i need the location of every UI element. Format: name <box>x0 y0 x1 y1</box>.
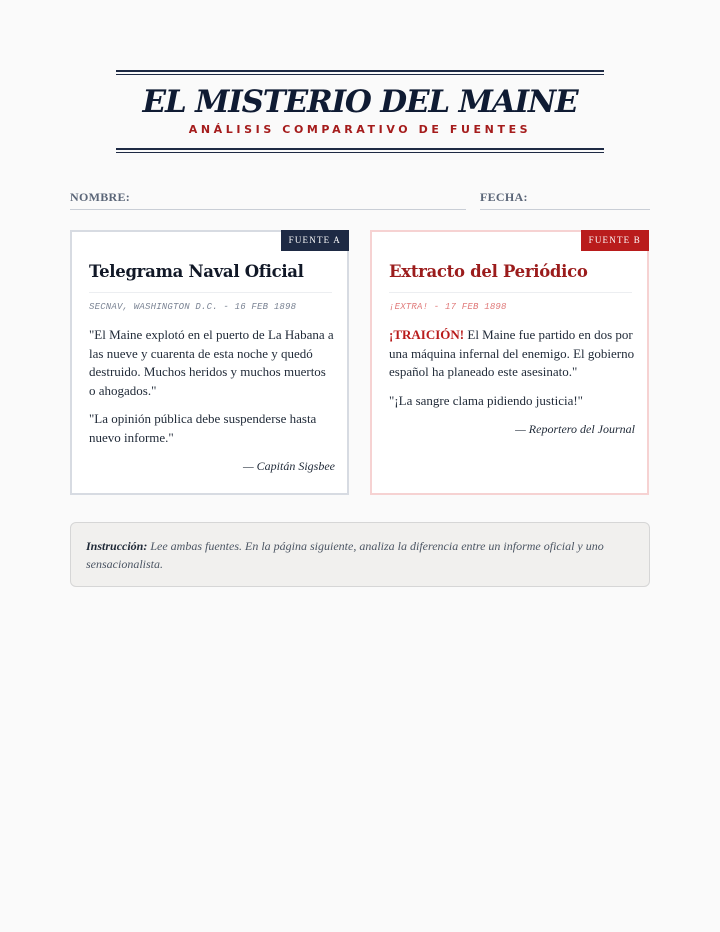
source-b-paragraph-1 <box>389 326 635 382</box>
source-b-title: Extracto del Periódico <box>389 260 632 293</box>
source-b-meta: ¡EXTRA! - 17 FEB 1898 <box>389 302 507 312</box>
source-a-title: Telegrama Naval Oficial <box>89 260 332 293</box>
source-a-paragraph-1: "El Maine explotó en el puerto de La Habana a las nueve y cuarenta de esta noche y quedó destruido. Muchos heridos y muchos muertos o ahogados." <box>89 327 334 398</box>
source-b-headline-highlight: ¡TRAICIÓN! <box>389 327 465 342</box>
name-field[interactable] <box>70 188 466 210</box>
instruction-text: Lee ambas fuentes. En la página siguiente, analiza la diferencia entre un informe oficial y uno sensacionalista. <box>86 539 604 571</box>
instruction-box <box>70 522 650 587</box>
date-field[interactable] <box>480 188 650 210</box>
source-b-paragraph-1-text: El Maine fue partido en dos por una máquina infernal del enemigo. El gobierno español ha planeado este asesinato." <box>389 327 635 379</box>
source-a-card <box>70 230 349 495</box>
source-a-signature: — Capitán Sigsbee <box>243 459 335 473</box>
header-bottom-rule <box>116 148 604 153</box>
worksheet-header <box>116 70 604 152</box>
instruction-label: Instrucción: <box>86 539 148 553</box>
date-label: FECHA: <box>480 190 528 204</box>
name-label: NOMBRE: <box>70 190 131 204</box>
source-a-paragraph-2: "La opinión pública debe suspenderse hasta nuevo informe." <box>89 411 317 445</box>
source-a-tag: FUENTE A <box>281 230 349 251</box>
page-subtitle: ANÁLISIS COMPARATIVO DE FUENTES <box>188 123 532 136</box>
source-b-tag: FUENTE B <box>581 230 649 251</box>
header-top-rule <box>116 70 604 75</box>
source-b-paragraph-2: "¡La sangre clama pidiendo justicia!" <box>389 392 583 408</box>
source-b-signature: — Reportero del Journal <box>515 422 635 436</box>
source-b-card <box>370 230 649 495</box>
source-a-meta: SECNAV, WASHINGTON D.C. - 16 FEB 1898 <box>89 302 297 312</box>
source-b-body <box>389 326 635 439</box>
source-a-body <box>89 326 335 476</box>
page-title: EL MISTERIO DEL MAINE <box>142 84 578 120</box>
